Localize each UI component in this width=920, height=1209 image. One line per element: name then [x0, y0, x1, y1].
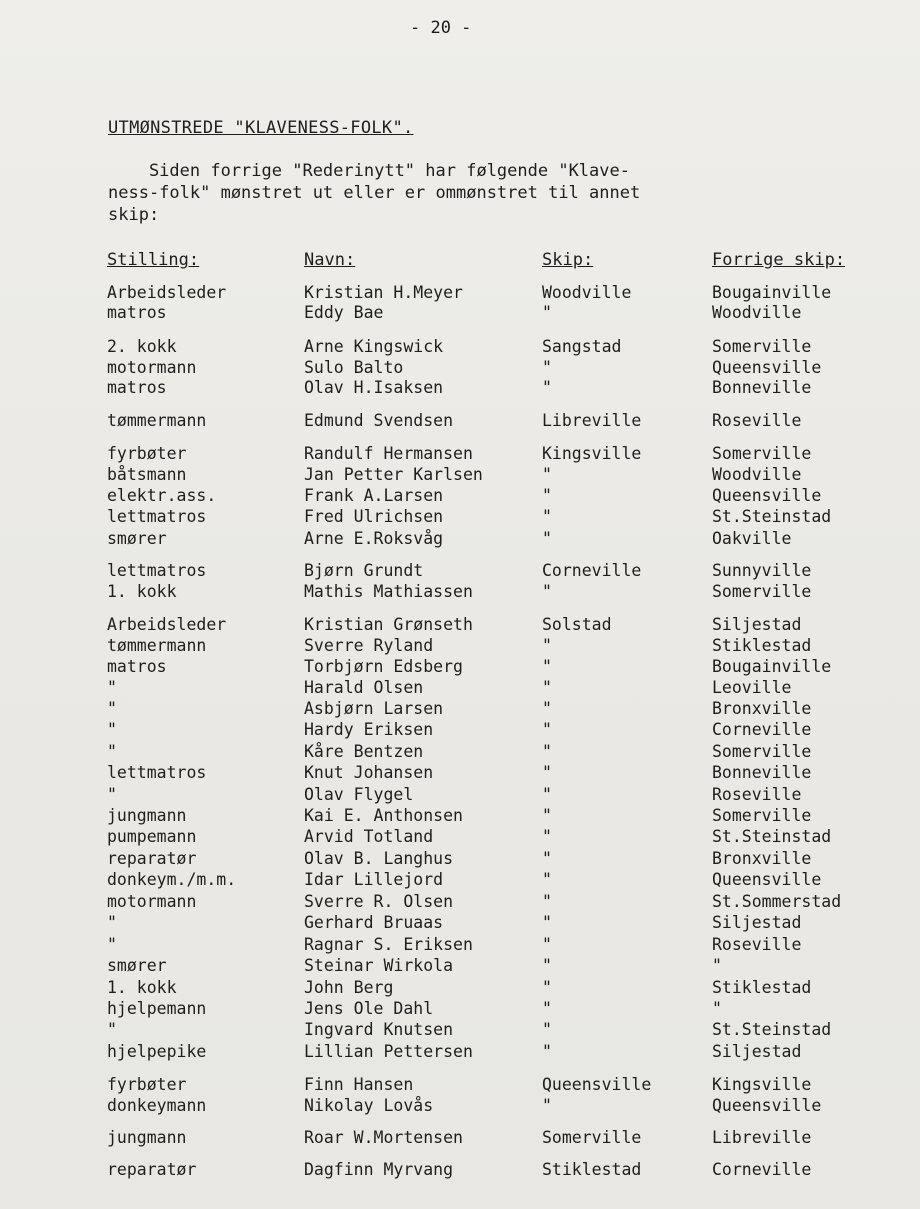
cell-forrige: Bougainville: [712, 657, 832, 676]
cell-skip: ": [542, 763, 552, 782]
cell-stilling: lettmatros: [107, 561, 207, 580]
cell-stilling: ": [107, 699, 117, 718]
cell-navn: Randulf Hermansen: [304, 444, 473, 463]
cell-skip: ": [542, 465, 552, 484]
cell-forrige: Roseville: [712, 785, 802, 804]
cell-stilling: motormann: [107, 358, 197, 377]
cell-forrige: Kingsville: [712, 1075, 812, 1094]
cell-forrige: Woodville: [712, 465, 802, 484]
table-row: [0, 1020, 920, 1042]
cell-navn: Kristian Grønseth: [304, 615, 473, 634]
cell-skip: ": [542, 378, 552, 397]
cell-navn: Sverre R. Olsen: [304, 892, 454, 911]
cell-navn: Lillian Pettersen: [304, 1042, 473, 1061]
cell-forrige: Sunnyville: [712, 561, 812, 580]
table-row: [0, 827, 920, 849]
cell-forrige: St.Steinstad: [712, 827, 832, 846]
cell-stilling: tømmermann: [107, 636, 207, 655]
cell-navn: Kåre Bentzen: [304, 742, 424, 761]
cell-stilling: smører: [107, 529, 167, 548]
cell-skip: ": [542, 806, 552, 825]
cell-skip: ": [542, 303, 552, 322]
cell-skip: ": [542, 507, 552, 526]
cell-forrige: Roseville: [712, 935, 802, 954]
cell-stilling: matros: [107, 303, 167, 322]
cell-navn: Edmund Svendsen: [304, 411, 454, 430]
cell-stilling: 1. kokk: [107, 978, 177, 997]
cell-stilling: ": [107, 1020, 117, 1039]
table-row: [0, 529, 920, 551]
cell-skip: ": [542, 827, 552, 846]
cell-stilling: 1. kokk: [107, 582, 177, 601]
cell-skip: ": [542, 742, 552, 761]
cell-navn: Arne E.Roksvåg: [304, 529, 444, 548]
table-row: [0, 720, 920, 742]
cell-skip: ": [542, 1096, 552, 1115]
cell-stilling: ": [107, 935, 117, 954]
cell-stilling: båtsmann: [107, 465, 187, 484]
cell-navn: Arvid Totland: [304, 827, 434, 846]
table-row: [0, 337, 920, 359]
cell-forrige: Siljestad: [712, 1042, 802, 1061]
cell-forrige: ": [712, 956, 722, 975]
section-heading: UTMØNSTREDE "KLAVENESS-FOLK".: [108, 118, 414, 138]
table-row: [0, 849, 920, 871]
table-row: [0, 507, 920, 529]
cell-skip: ": [542, 678, 552, 697]
cell-skip: ": [542, 1020, 552, 1039]
cell-skip: Corneville: [542, 561, 642, 580]
cell-navn: Asbjørn Larsen: [304, 699, 444, 718]
cell-stilling: hjelpepike: [107, 1042, 207, 1061]
cell-navn: Kai E. Anthonsen: [304, 806, 463, 825]
cell-navn: Eddy Bae: [304, 303, 384, 322]
cell-navn: Olav Flygel: [304, 785, 414, 804]
table-row: [0, 283, 920, 305]
cell-forrige: Queensville: [712, 486, 822, 505]
cell-navn: Idar Lillejord: [304, 870, 444, 889]
cell-skip: Solstad: [542, 615, 612, 634]
intro-line: skip:: [108, 205, 160, 225]
cell-navn: Olav B. Langhus: [304, 849, 454, 868]
cell-stilling: ": [107, 742, 117, 761]
cell-skip: ": [542, 935, 552, 954]
cell-forrige: Corneville: [712, 720, 812, 739]
table-row: [0, 892, 920, 914]
table-row: [0, 657, 920, 679]
table-row: [0, 1042, 920, 1064]
cell-skip: Sangstad: [542, 337, 622, 356]
table-row: [0, 303, 920, 325]
cell-skip: ": [542, 529, 552, 548]
table-row: [0, 378, 920, 400]
cell-navn: Mathis Mathiassen: [304, 582, 473, 601]
intro-line: Siden forrige "Rederinytt" har følgende "Klave-: [108, 161, 630, 181]
cell-forrige: Corneville: [712, 1160, 812, 1179]
cell-navn: Fred Ulrichsen: [304, 507, 444, 526]
cell-stilling: jungmann: [107, 806, 187, 825]
cell-stilling: tømmermann: [107, 411, 207, 430]
cell-stilling: lettmatros: [107, 507, 207, 526]
cell-stilling: donkeymann: [107, 1096, 207, 1115]
table-row: [0, 699, 920, 721]
cell-stilling: Arbeidsleder: [107, 615, 227, 634]
table-row: [0, 561, 920, 583]
cell-skip: ": [542, 1042, 552, 1061]
table-row: [0, 742, 920, 764]
cell-navn: Harald Olsen: [304, 678, 424, 697]
cell-skip: Woodville: [542, 283, 632, 302]
cell-skip: Stiklestad: [542, 1160, 642, 1179]
cell-forrige: Leoville: [712, 678, 792, 697]
table-row: [0, 1075, 920, 1097]
cell-navn: Dagfinn Myrvang: [304, 1160, 454, 1179]
cell-forrige: St.Steinstad: [712, 1020, 832, 1039]
cell-stilling: hjelpemann: [107, 999, 207, 1018]
cell-skip: ": [542, 699, 552, 718]
cell-stilling: reparatør: [107, 849, 197, 868]
cell-skip: ": [542, 657, 552, 676]
cell-forrige: Bonneville: [712, 763, 812, 782]
cell-stilling: donkeym./m.m.: [107, 870, 237, 889]
cell-skip: Kingsville: [542, 444, 642, 463]
cell-forrige: Roseville: [712, 411, 802, 430]
cell-forrige: Somerville: [712, 337, 812, 356]
cell-navn: Olav H.Isaksen: [304, 378, 444, 397]
table-row: [0, 615, 920, 637]
intro-paragraph: [108, 160, 640, 226]
cell-forrige: Woodville: [712, 303, 802, 322]
cell-skip: ": [542, 636, 552, 655]
cell-forrige: Bronxville: [712, 699, 812, 718]
cell-navn: Gerhard Bruaas: [304, 913, 444, 932]
cell-navn: Arne Kingswick: [304, 337, 444, 356]
cell-navn: Steinar Wirkola: [304, 956, 454, 975]
cell-forrige: Queensville: [712, 1096, 822, 1115]
cell-navn: Roar W.Mortensen: [304, 1128, 463, 1147]
cell-forrige: Siljestad: [712, 913, 802, 932]
cell-skip: ": [542, 870, 552, 889]
cell-navn: Knut Johansen: [304, 763, 434, 782]
cell-stilling: elektr.ass.: [107, 486, 217, 505]
cell-forrige: Somerville: [712, 742, 812, 761]
cell-skip: Somerville: [542, 1128, 642, 1147]
cell-navn: Bjørn Grundt: [304, 561, 424, 580]
cell-navn: John Berg: [304, 978, 394, 997]
cell-skip: ": [542, 720, 552, 739]
cell-skip: ": [542, 582, 552, 601]
cell-stilling: matros: [107, 657, 167, 676]
table-row: [0, 913, 920, 935]
table-row: [0, 870, 920, 892]
cell-stilling: reparatør: [107, 1160, 197, 1179]
intro-line: ness-folk" mønstret ut eller er ommønstret til annet: [108, 183, 641, 203]
table-row: [0, 465, 920, 487]
cell-stilling: ": [107, 720, 117, 739]
table-row: [0, 1096, 920, 1118]
cell-forrige: Bronxville: [712, 849, 812, 868]
cell-forrige: St.Steinstad: [712, 507, 832, 526]
cell-navn: Finn Hansen: [304, 1075, 414, 1094]
table-row: [0, 1160, 920, 1182]
table-row: [0, 411, 920, 433]
cell-skip: ": [542, 999, 552, 1018]
cell-navn: Sulo Balto: [304, 358, 404, 377]
table-row: [0, 678, 920, 700]
cell-navn: Nikolay Lovås: [304, 1096, 434, 1115]
cell-navn: Jan Petter Karlsen: [304, 465, 483, 484]
cell-stilling: matros: [107, 378, 167, 397]
cell-stilling: ": [107, 678, 117, 697]
cell-forrige: Somerville: [712, 444, 812, 463]
table-row: [0, 785, 920, 807]
table-row: [0, 1128, 920, 1150]
cell-navn: Jens Ole Dahl: [304, 999, 434, 1018]
table-row: [0, 935, 920, 957]
cell-forrige: Oakville: [712, 529, 792, 548]
cell-forrige: Bougainville: [712, 283, 832, 302]
cell-forrige: Stiklestad: [712, 978, 812, 997]
cell-forrige: St.Sommerstad: [712, 892, 842, 911]
cell-forrige: ": [712, 999, 722, 1018]
table-row: [0, 806, 920, 828]
cell-stilling: lettmatros: [107, 763, 207, 782]
column-header-navn: Navn:: [304, 250, 356, 270]
table-row: [0, 358, 920, 380]
cell-stilling: ": [107, 785, 117, 804]
page-number: - 20 -: [410, 18, 472, 38]
cell-navn: Hardy Eriksen: [304, 720, 434, 739]
cell-navn: Sverre Ryland: [304, 636, 434, 655]
cell-skip: ": [542, 978, 552, 997]
cell-skip: Queensville: [542, 1075, 652, 1094]
column-header-stilling: Stilling:: [107, 250, 200, 270]
cell-forrige: Somerville: [712, 806, 812, 825]
cell-stilling: fyrbøter: [107, 444, 187, 463]
table-row: [0, 486, 920, 508]
cell-stilling: Arbeidsleder: [107, 283, 227, 302]
cell-stilling: jungmann: [107, 1128, 187, 1147]
cell-stilling: fyrbøter: [107, 1075, 187, 1094]
table-row: [0, 636, 920, 658]
cell-navn: Frank A.Larsen: [304, 486, 444, 505]
cell-skip: ": [542, 956, 552, 975]
cell-skip: Libreville: [542, 411, 642, 430]
cell-forrige: Libreville: [712, 1128, 812, 1147]
cell-forrige: Somerville: [712, 582, 812, 601]
cell-navn: Torbjørn Edsberg: [304, 657, 463, 676]
table-row: [0, 763, 920, 785]
cell-forrige: Stiklestad: [712, 636, 812, 655]
cell-navn: Kristian H.Meyer: [304, 283, 463, 302]
table-row: [0, 582, 920, 604]
cell-stilling: ": [107, 913, 117, 932]
column-header-forrige-skip: Forrige skip:: [712, 250, 846, 270]
cell-skip: ": [542, 849, 552, 868]
table-row: [0, 978, 920, 1000]
cell-stilling: smører: [107, 956, 167, 975]
cell-forrige: Siljestad: [712, 615, 802, 634]
table-row: [0, 999, 920, 1021]
cell-forrige: Bonneville: [712, 378, 812, 397]
cell-skip: ": [542, 358, 552, 377]
cell-stilling: pumpemann: [107, 827, 197, 846]
cell-skip: ": [542, 785, 552, 804]
cell-skip: ": [542, 913, 552, 932]
cell-forrige: Queensville: [712, 358, 822, 377]
cell-navn: Ingvard Knutsen: [304, 1020, 454, 1039]
cell-stilling: motormann: [107, 892, 197, 911]
cell-skip: ": [542, 486, 552, 505]
cell-skip: ": [542, 892, 552, 911]
table-row: [0, 956, 920, 978]
table-row: [0, 444, 920, 466]
column-header-skip: Skip:: [542, 250, 594, 270]
cell-forrige: Queensville: [712, 870, 822, 889]
cell-navn: Ragnar S. Eriksen: [304, 935, 473, 954]
cell-stilling: 2. kokk: [107, 337, 177, 356]
